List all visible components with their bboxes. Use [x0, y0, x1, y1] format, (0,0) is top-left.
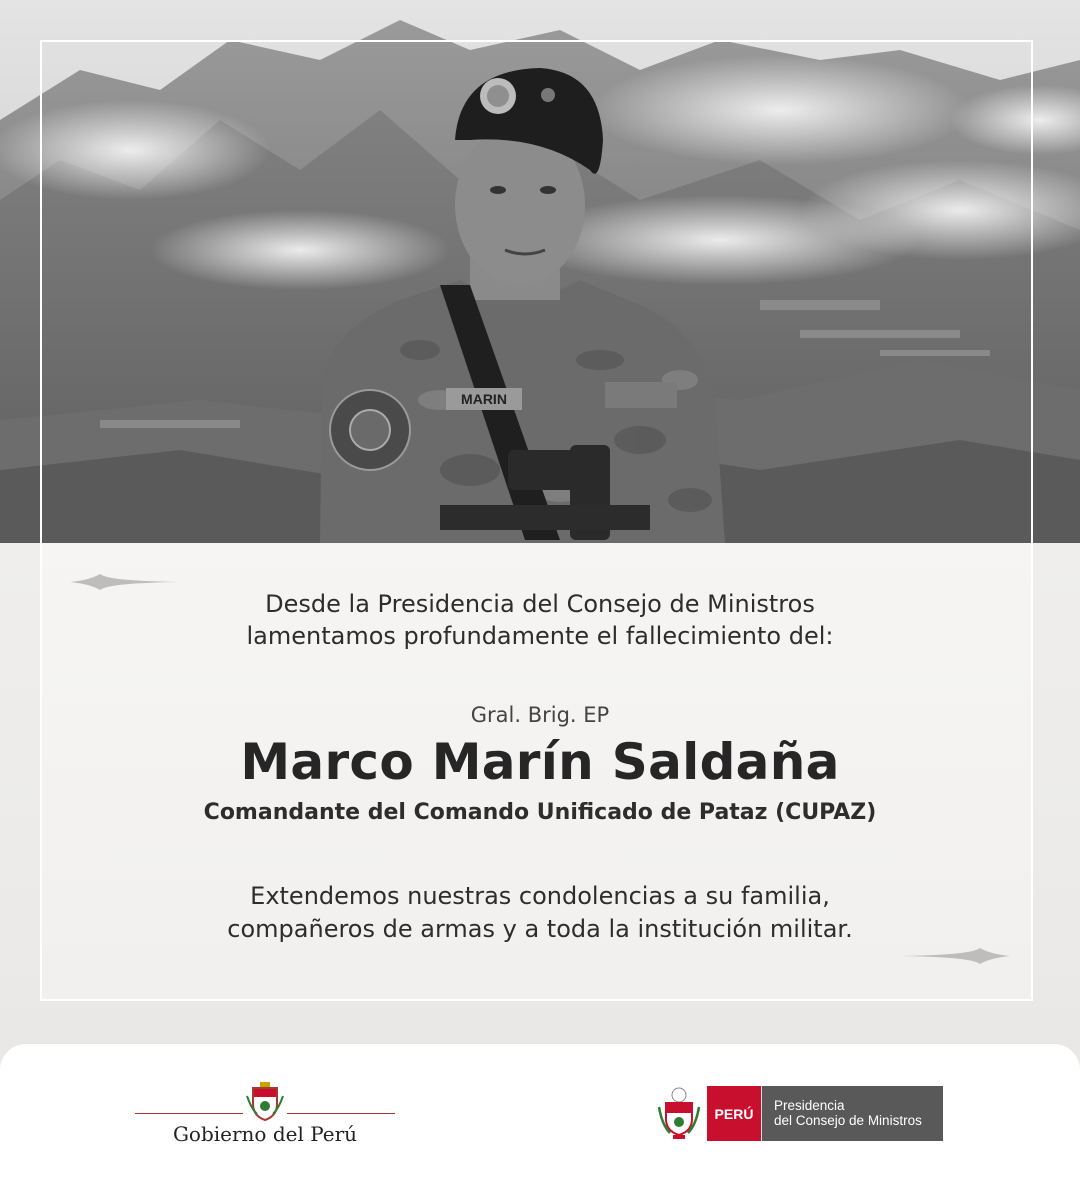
- condolence-line-2: compañeros de armas y a toda la institución militar.: [227, 915, 853, 943]
- pcm-logo: [656, 1081, 946, 1143]
- pcm-line-1: Presidencia: [774, 1098, 845, 1113]
- name-tape: MARIN: [461, 391, 507, 407]
- honoree-rank: Gral. Brig. EP: [470, 703, 610, 727]
- honoree-role: Comandante del Comando Unificado de Pataz (CUPAZ): [203, 800, 877, 825]
- gobierno-label: Gobierno del Perú: [172, 1122, 358, 1146]
- intro-line-1: Desde la Presidencia del Consejo de Ministros: [265, 590, 815, 618]
- pcm-line-2: del Consejo de Ministros: [774, 1113, 922, 1128]
- pcm-name-badge: [761, 1086, 943, 1141]
- gobierno-del-peru-logo: [135, 1082, 395, 1152]
- ornament-right: [900, 946, 1010, 966]
- condolence-text: [0, 880, 1080, 946]
- honoree-name: Marco Marín Saldaña: [240, 733, 840, 791]
- condolence-line-1: Extendemos nuestras condolencias a su familia,: [250, 882, 830, 910]
- coat-of-arms-icon: [656, 1085, 702, 1141]
- peru-badge: PERÚ: [707, 1086, 761, 1141]
- coat-of-arms-icon: [245, 1082, 285, 1122]
- intro-line-2: lamentamos profundamente el fallecimiento del:: [246, 622, 834, 650]
- intro-text: [0, 588, 1080, 652]
- memorial-photo: [0, 0, 1080, 543]
